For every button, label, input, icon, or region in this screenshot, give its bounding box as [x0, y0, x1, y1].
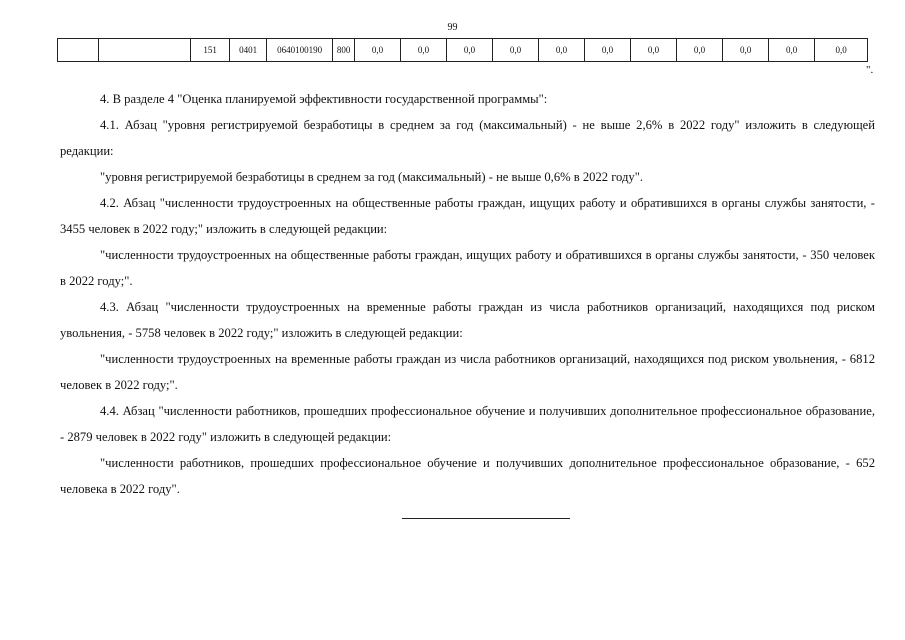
table-cell: 800 [333, 39, 355, 62]
table-cell: 0401 [229, 39, 266, 62]
new-wording-paragraph: "численности трудоустроенных на общественные работы граждан, ищущих работу и обратившихся в органы службы занятости, - 350 человек в 2022 году;". [60, 248, 875, 288]
table-cell: 151 [191, 39, 229, 62]
table-row [58, 39, 868, 62]
table-end-mark: ". [866, 64, 874, 76]
new-wording-paragraph: "численности трудоустроенных на временные работы граждан из числа работников организаций, находящихся под риском увольнения, - 6812 человек в 2022 году;". [60, 352, 875, 392]
closing-rule [402, 518, 570, 519]
new-wording-paragraph: "численности работников, прошедших профессиональное обучение и получивших дополнительное профессиональное образование, - 652 человека в 2022 году". [60, 456, 875, 496]
amendment-paragraph: 4.3. Абзац "численности трудоустроенных на временные работы граждан из числа работников организаций, находящихся под риском увольнения, - 5758 человек в 2022 году;" изложить в следующей редакции: [60, 300, 875, 340]
new-wording-paragraph: "уровня регистрируемой безработицы в среднем за год (максимальный) - не выше 0,6% в 2022 году". [100, 170, 643, 184]
page-number: 99 [447, 22, 458, 33]
table-cell: 0,0 [539, 39, 585, 62]
document-body [60, 86, 875, 502]
table-cell: 0,0 [676, 39, 723, 62]
amendment-paragraph: 4.1. Абзац "уровня регистрируемой безработицы в среднем за год (максимальный) - не выше 2,6% в 2022 году" изложить в следующей редакции: [60, 118, 875, 158]
table-cell [58, 39, 99, 62]
table-cell: 0,0 [768, 39, 815, 62]
amendment-paragraph: 4.2. Абзац "численности трудоустроенных на общественные работы граждан, ищущих работу и обратившихся в органы службы занятости, - 3455 человек в 2022 году;" изложить в следующей редакции: [60, 196, 875, 236]
table-cell: 0640100190 [267, 39, 333, 62]
section-heading: 4. В разделе 4 "Оценка планируемой эффективности государственной программы": [100, 92, 548, 106]
table-cell: 0,0 [723, 39, 769, 62]
table-cell: 0,0 [400, 39, 447, 62]
table-cell: 0,0 [584, 39, 631, 62]
table-cell [99, 39, 191, 62]
table-cell: 0,0 [447, 39, 493, 62]
amendment-paragraph: 4.4. Абзац "численности работников, прошедших профессиональное обучение и получивших дополнительное профессиональное образование, - 2879 человек в 2022 году" изложить в следующей редакции: [60, 404, 875, 444]
table-cell: 0,0 [631, 39, 677, 62]
table-cell: 0,0 [815, 39, 868, 62]
table-cell: 0,0 [492, 39, 539, 62]
table-cell: 0,0 [355, 39, 401, 62]
budget-table [57, 38, 868, 62]
